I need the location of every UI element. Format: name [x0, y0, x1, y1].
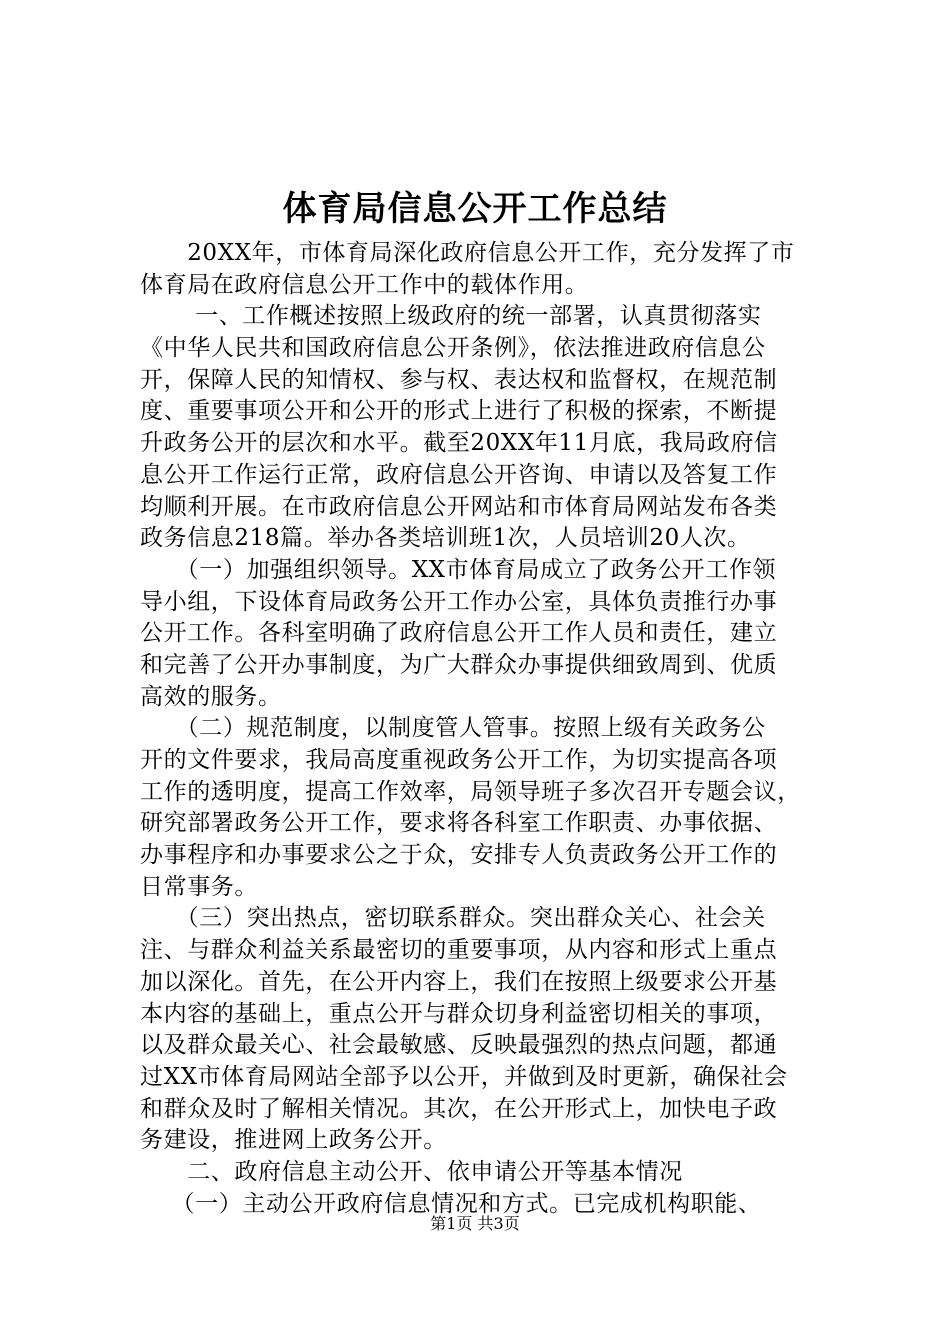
body-text-line: 开的文件要求，我局高度重视政务公开工作，为切实提高各项	[140, 747, 778, 773]
body-text-line: 升政务公开的层次和水平。截至20XX年11月底，我局政府信	[140, 430, 778, 457]
body-text-line: 二、政府信息主动公开、依申请公开等基本情况	[140, 1158, 683, 1185]
body-text-line: 20XX年，市体育局深化政府信息公开工作，充分发挥了市	[140, 240, 795, 266]
body-text-line: 办事程序和办事要求公之于众，安排专人负责政务公开工作的	[140, 842, 778, 869]
body-text-line: 导小组，下设体育局政务公开工作办公室，具体负责推行办事	[140, 588, 778, 615]
body-text-line: 本内容的基础上，重点公开与群众切身利益密切相关的事项，	[140, 1000, 778, 1027]
body-text-line: 开，保障人民的知情权、参与权、表达权和监督权，在规范制	[140, 366, 778, 393]
body-text-line: 工作的透明度，提高工作效率，局领导班子多次召开专题会议，	[140, 778, 801, 805]
body-text-line: （三）突出热点，密切联系群众。突出群众关心、社会关	[140, 905, 766, 932]
body-text-line: 和完善了公开办事制度，为广大群众办事提供细致周到、优质	[140, 651, 778, 678]
body-text-line: 一、工作概述按照上级政府的统一部署，认真贯彻落实	[140, 303, 762, 330]
body-text-line: 注、与群众利益关系最密切的重要事项，从内容和形式上重点	[140, 937, 778, 964]
document-title: 体育局信息公开工作总结	[282, 189, 668, 229]
body-text-line: 加以深化。首先，在公开内容上，我们在按照上级要求公开基	[140, 968, 778, 995]
document-body	[140, 238, 830, 1220]
body-text-line: 过XX市体育局网站全部予以公开，并做到及时更新，确保社会	[140, 1063, 788, 1090]
body-text-line: 公开工作。各科室明确了政府信息公开工作人员和责任，建立	[140, 620, 778, 647]
body-text-line: 政务信息218篇。举办各类培训班1次，人员培训20人次。	[140, 525, 751, 552]
body-text-line: 以及群众最关心、社会最敏感、反映最强烈的热点问题，都通	[140, 1032, 778, 1059]
body-text-line: 息公开工作运行正常，政府信息公开咨询、申请以及答复工作	[140, 461, 778, 488]
body-text-line: 日常事务。	[140, 873, 258, 900]
body-text-line: 高效的服务。	[140, 683, 282, 710]
body-text-line: （一）主动公开政府信息情况和方式。已完成机构职能、	[140, 1190, 762, 1217]
body-text-line: （一）加强组织领导。XX市体育局成立了政务公开工作领	[140, 556, 777, 583]
body-text-line: 务建设，推进网上政务公开。	[140, 1127, 447, 1154]
body-text-line: 《中华人民共和国政府信息公开条例》，依法推进政府信息公	[140, 335, 766, 362]
body-text-line: 研究部署政务公开工作，要求将各科室工作职责、办事依据、	[140, 810, 778, 837]
body-text-line: 度、重要事项公开和公开的形式上进行了积极的探索，不断提	[140, 398, 778, 425]
body-text-line: 体育局在政府信息公开工作中的载体作用。	[140, 271, 589, 298]
body-text-line: （二）规范制度，以制度管人管事。按照上级有关政务公	[140, 715, 766, 742]
body-text-line: 均顺利开展。在市政府信息公开网站和市体育局网站发布各类	[140, 493, 778, 520]
body-text-line: 和群众及时了解相关情况。其次，在公开形式上，加快电子政	[140, 1095, 778, 1122]
page-number-footer: 第1页 共3页	[430, 1214, 520, 1233]
